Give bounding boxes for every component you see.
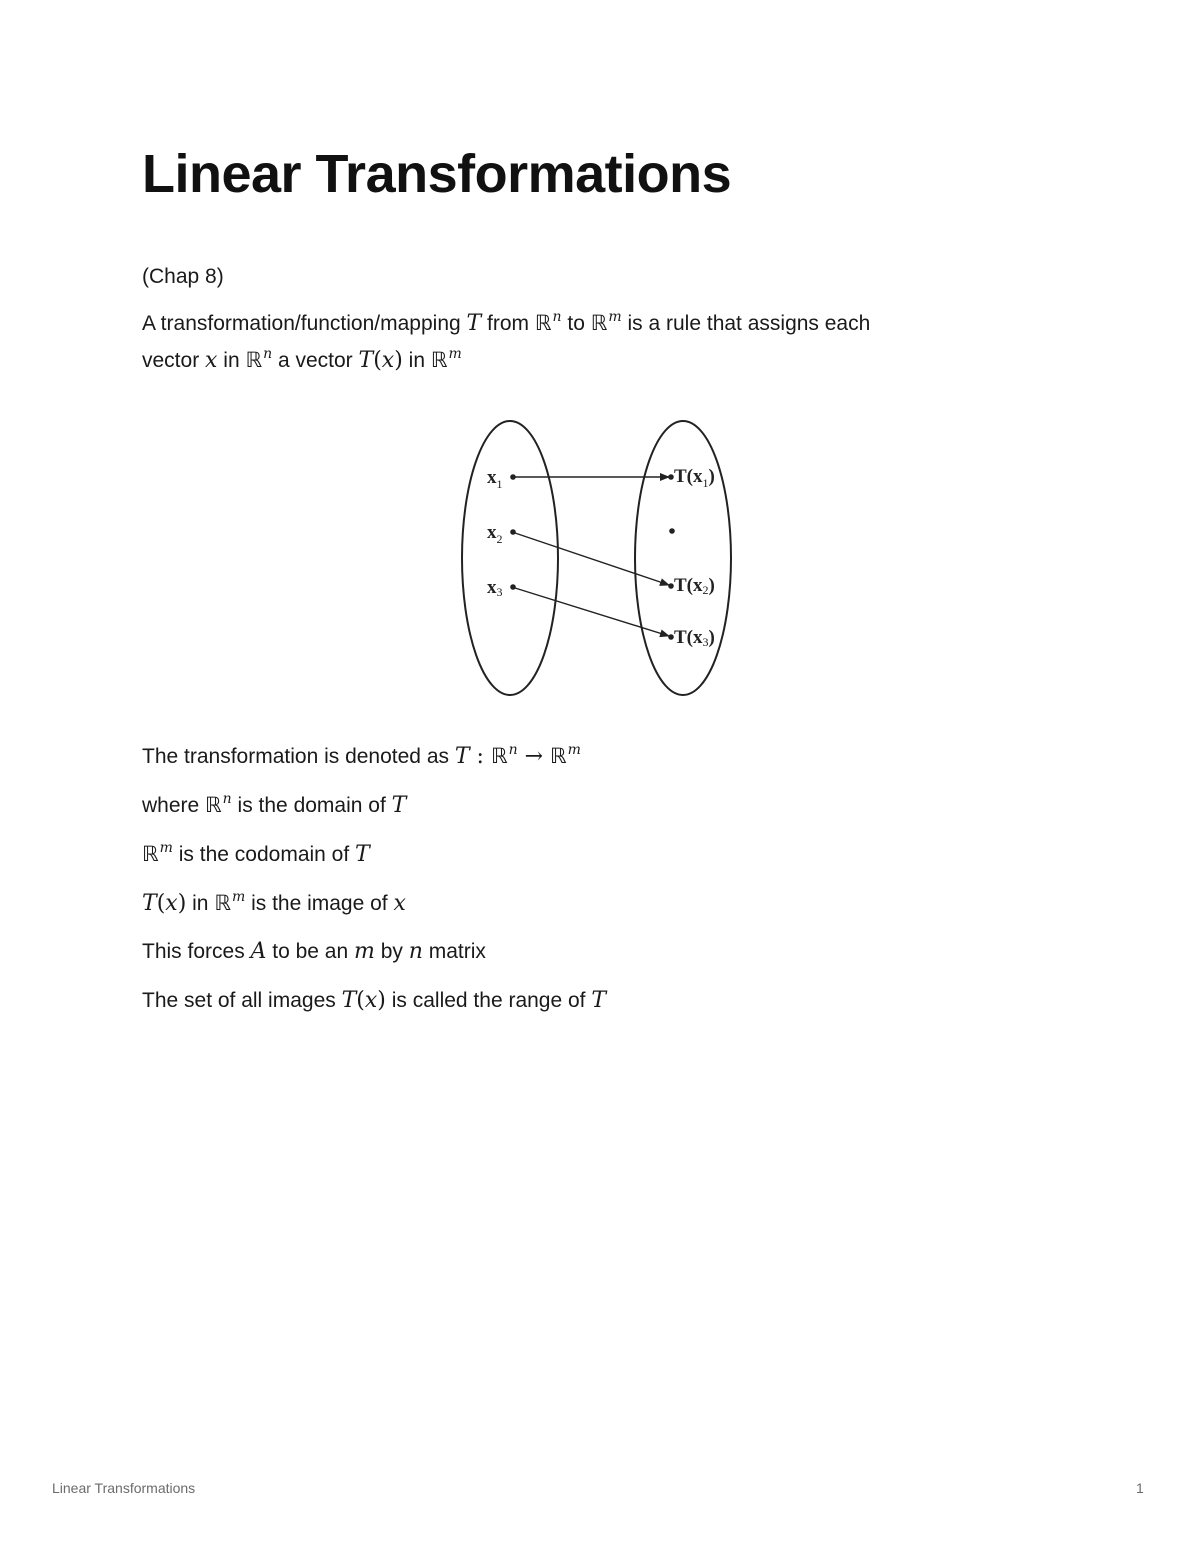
notation-line: The transformation is denoted as T : ℝ$^n$ → ℝ$^m$	[142, 742, 581, 769]
domain-point	[510, 474, 516, 480]
page-title: Linear Transformations	[142, 144, 732, 204]
domain-point	[510, 584, 516, 590]
codomain-point	[668, 634, 674, 640]
domain-line: where ℝ$^n$ is the domain of T	[142, 791, 407, 818]
codomain-point	[668, 474, 674, 480]
codomain-label: T(x3)	[674, 627, 715, 649]
range-line: The set of all images T(x) is called the range of T	[142, 988, 607, 1013]
domain-label: x3	[487, 577, 503, 599]
intro-line-1: A transformation/function/mapping T from ℝ$^n$ to ℝ$^m$ is a rule that assigns each	[142, 309, 871, 336]
chapter-note: (Chap 8)	[142, 265, 224, 288]
intro-line-2: vector x in ℝ$^n$ a vector T(x) in ℝ$^m$	[142, 346, 462, 373]
mapping-diagram	[455, 415, 745, 700]
codomain-point-unmapped	[669, 528, 675, 534]
footer-doc-name: Linear Transformations	[52, 1480, 196, 1496]
footer-page-number: 1	[1136, 1480, 1144, 1496]
codomain-label: $T(x_1)$	[674, 466, 715, 490]
domain-label: $x_1$	[487, 467, 503, 491]
matrix-line: This forces A to be an m by n matrix	[142, 939, 486, 964]
domain-label: $x_2$	[487, 522, 503, 546]
codomain-ellipse	[635, 421, 731, 695]
codomain-point	[668, 583, 674, 589]
image-line: T(x) in ℝ$^m$ is the image of x	[142, 889, 406, 916]
mapping-arrow	[515, 588, 669, 636]
mapping-arrow	[515, 533, 669, 585]
codomain-line: ℝ$^m$ is the codomain of T	[142, 840, 370, 867]
domain-point	[510, 529, 516, 535]
codomain-label: T(x2)	[674, 575, 715, 597]
domain-ellipse	[462, 421, 558, 695]
